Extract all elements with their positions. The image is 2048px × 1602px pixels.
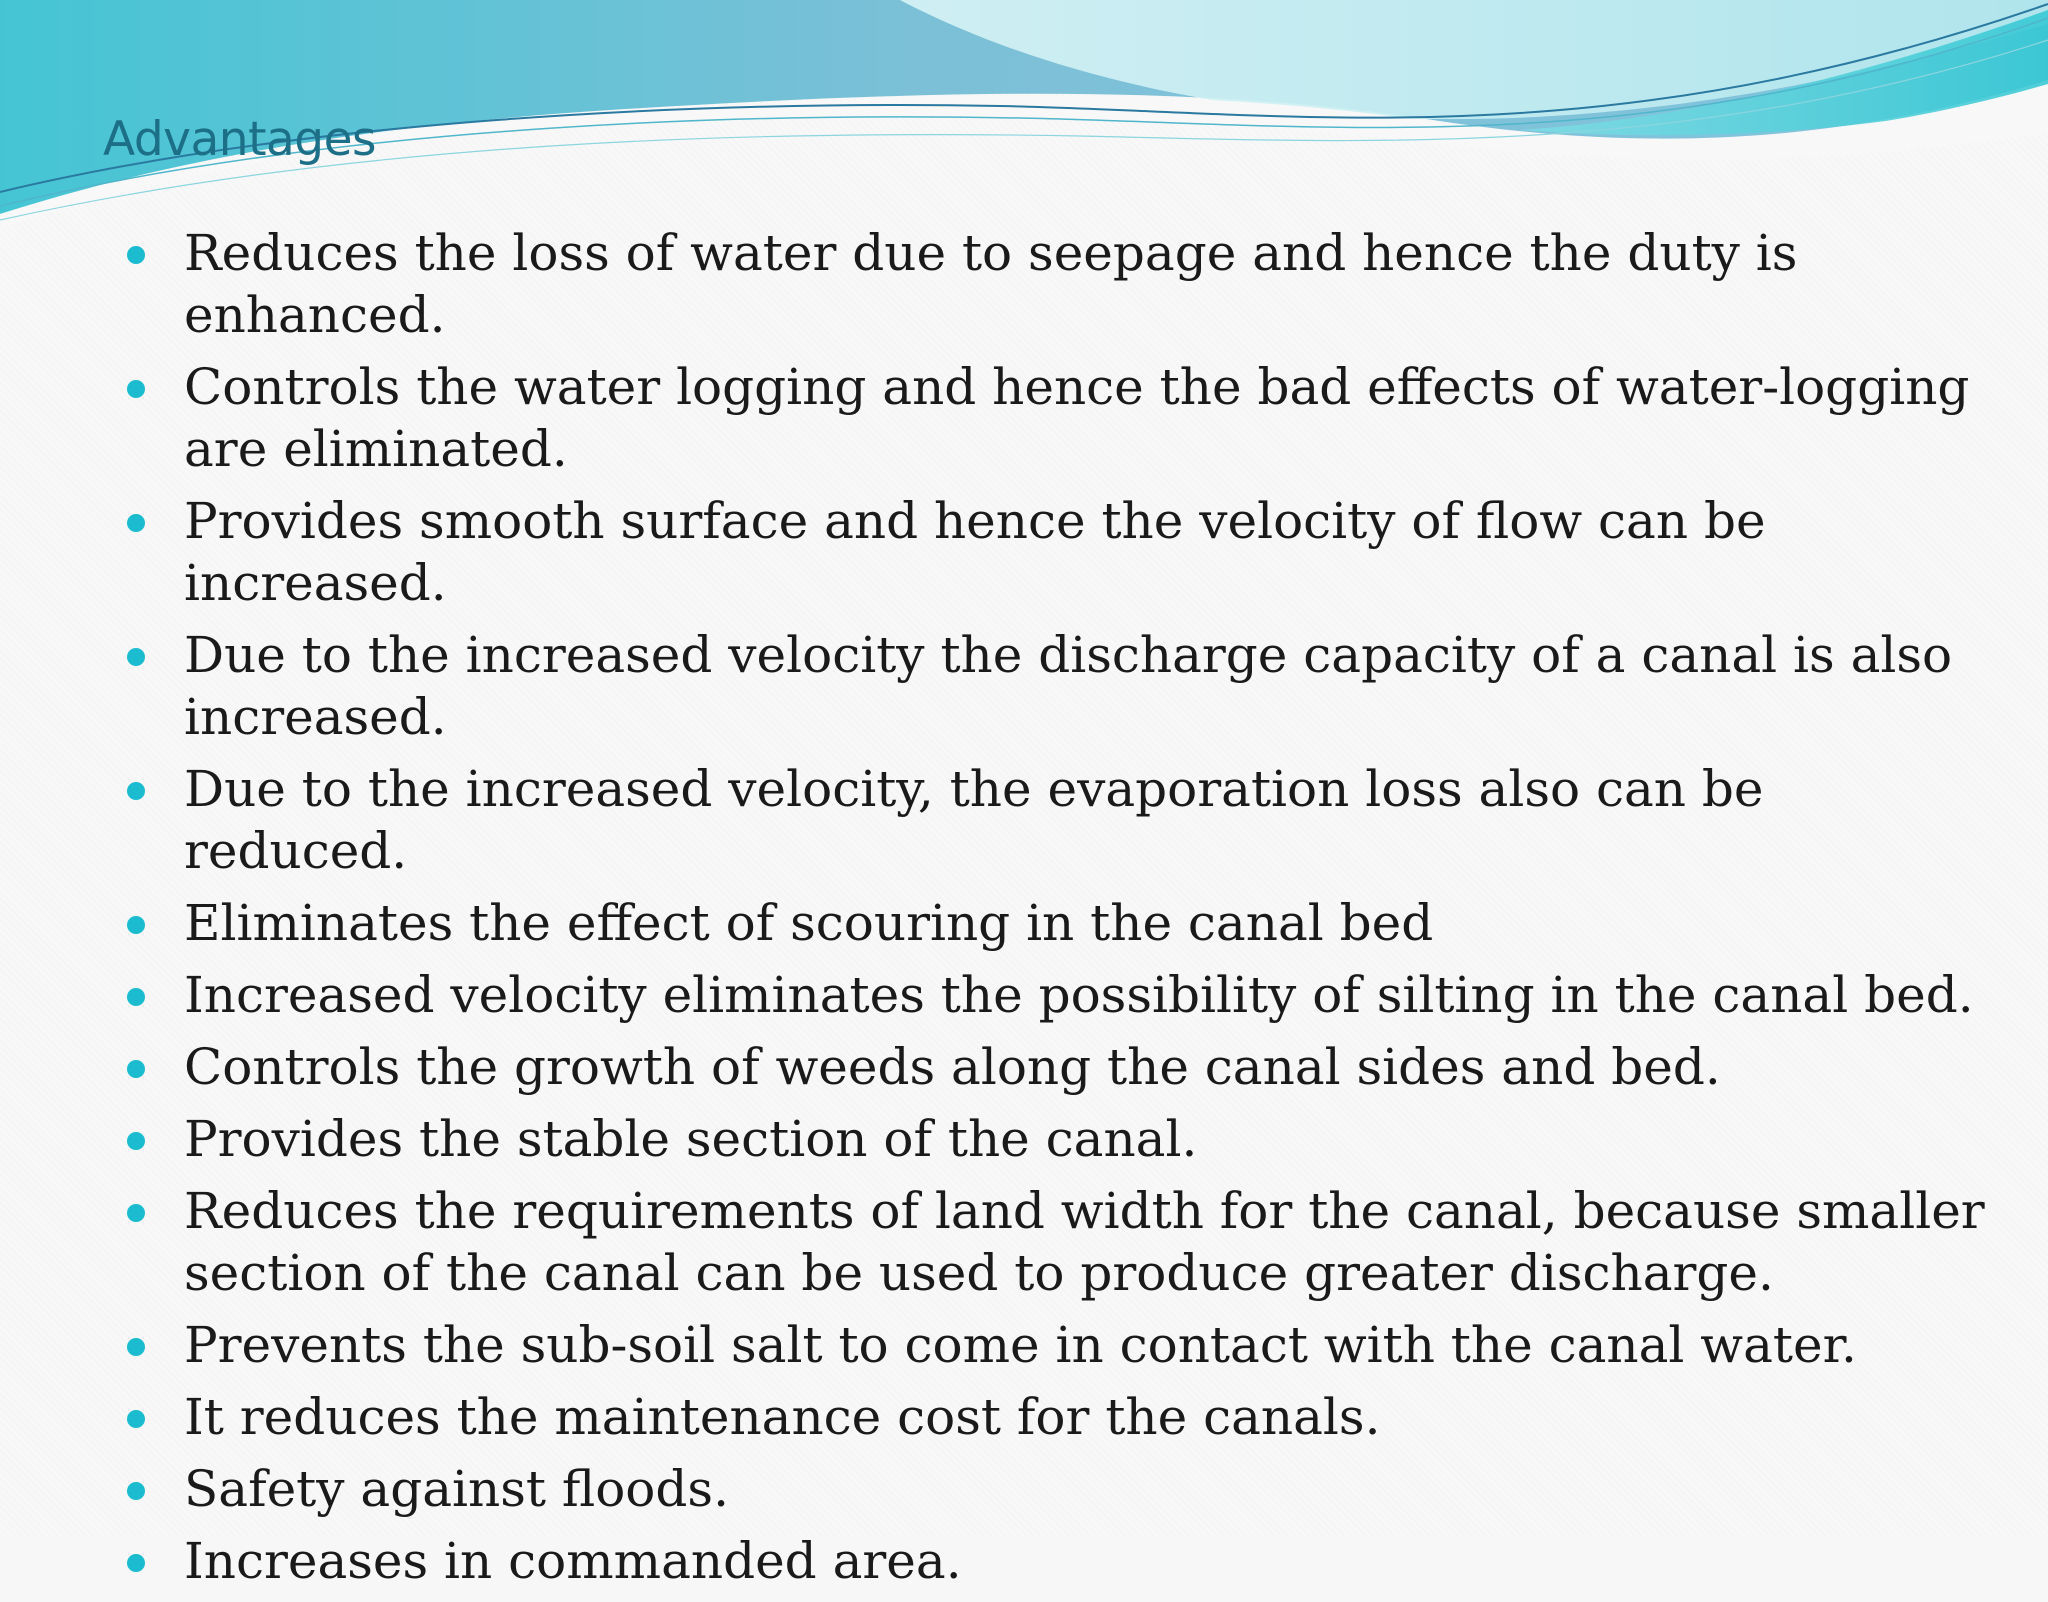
bullet-dot-icon [127, 1060, 145, 1078]
bullet-dot-icon [127, 246, 145, 264]
bullet-dot-icon [127, 1338, 145, 1356]
bullet-text: Increases in commanded area. [184, 1532, 962, 1590]
bullet-text: Safety against floods. [184, 1460, 729, 1518]
bullet-item [0, 356, 2048, 480]
bullet-dot-icon [127, 916, 145, 934]
bullet-dot-icon [127, 782, 145, 800]
bullet-item [0, 892, 2048, 954]
bullet-text: Reduces the loss of water due to seepage and hence the duty is enhanced. [184, 224, 1798, 344]
bullet-dot-icon [127, 1410, 145, 1428]
bullet-item [0, 624, 2048, 748]
bullet-item [0, 490, 2048, 614]
bullet-text: Prevents the sub-soil salt to come in contact with the canal water. [184, 1316, 1857, 1374]
bullet-item [0, 1530, 2048, 1592]
bullet-dot-icon [127, 1554, 145, 1572]
bullet-item [0, 1108, 2048, 1170]
bullet-dot-icon [127, 1482, 145, 1500]
bullet-dot-icon [127, 1204, 145, 1222]
bullet-item [0, 964, 2048, 1026]
bullet-item [0, 1386, 2048, 1448]
bullet-dot-icon [127, 988, 145, 1006]
bullet-text: Controls the growth of weeds along the canal sides and bed. [184, 1038, 1721, 1096]
bullet-text: It reduces the maintenance cost for the canals. [184, 1388, 1381, 1446]
bullet-item [0, 1036, 2048, 1098]
bullet-item [0, 758, 2048, 882]
advantages-list [0, 222, 2048, 1602]
bullet-dot-icon [127, 1132, 145, 1150]
bullet-item [0, 1180, 2048, 1304]
slide-title: Advantages [103, 112, 377, 167]
bullet-text: Eliminates the effect of scouring in the canal bed [184, 894, 1434, 952]
bullet-text: Reduces the requirements of land width for the canal, because smaller section of the canal can be used to produce greater discharge. [184, 1182, 1985, 1302]
bullet-text: Provides smooth surface and hence the velocity of flow can be increased. [184, 492, 1766, 612]
bullet-dot-icon [127, 648, 145, 666]
bullet-dot-icon [127, 380, 145, 398]
bullet-text: Controls the water logging and hence the bad effects of water-logging are eliminated. [184, 358, 1970, 478]
bullet-item [0, 1458, 2048, 1520]
bullet-text: Provides the stable section of the canal. [184, 1110, 1198, 1168]
bullet-text: Due to the increased velocity the discharge capacity of a canal is also increased. [184, 626, 1953, 746]
bullet-text: Due to the increased velocity, the evaporation loss also can be reduced. [184, 760, 1764, 880]
bullet-item [0, 222, 2048, 346]
bullet-item [0, 1314, 2048, 1376]
bullet-dot-icon [127, 514, 145, 532]
bullet-text: Increased velocity eliminates the possibility of silting in the canal bed. [184, 966, 1974, 1024]
